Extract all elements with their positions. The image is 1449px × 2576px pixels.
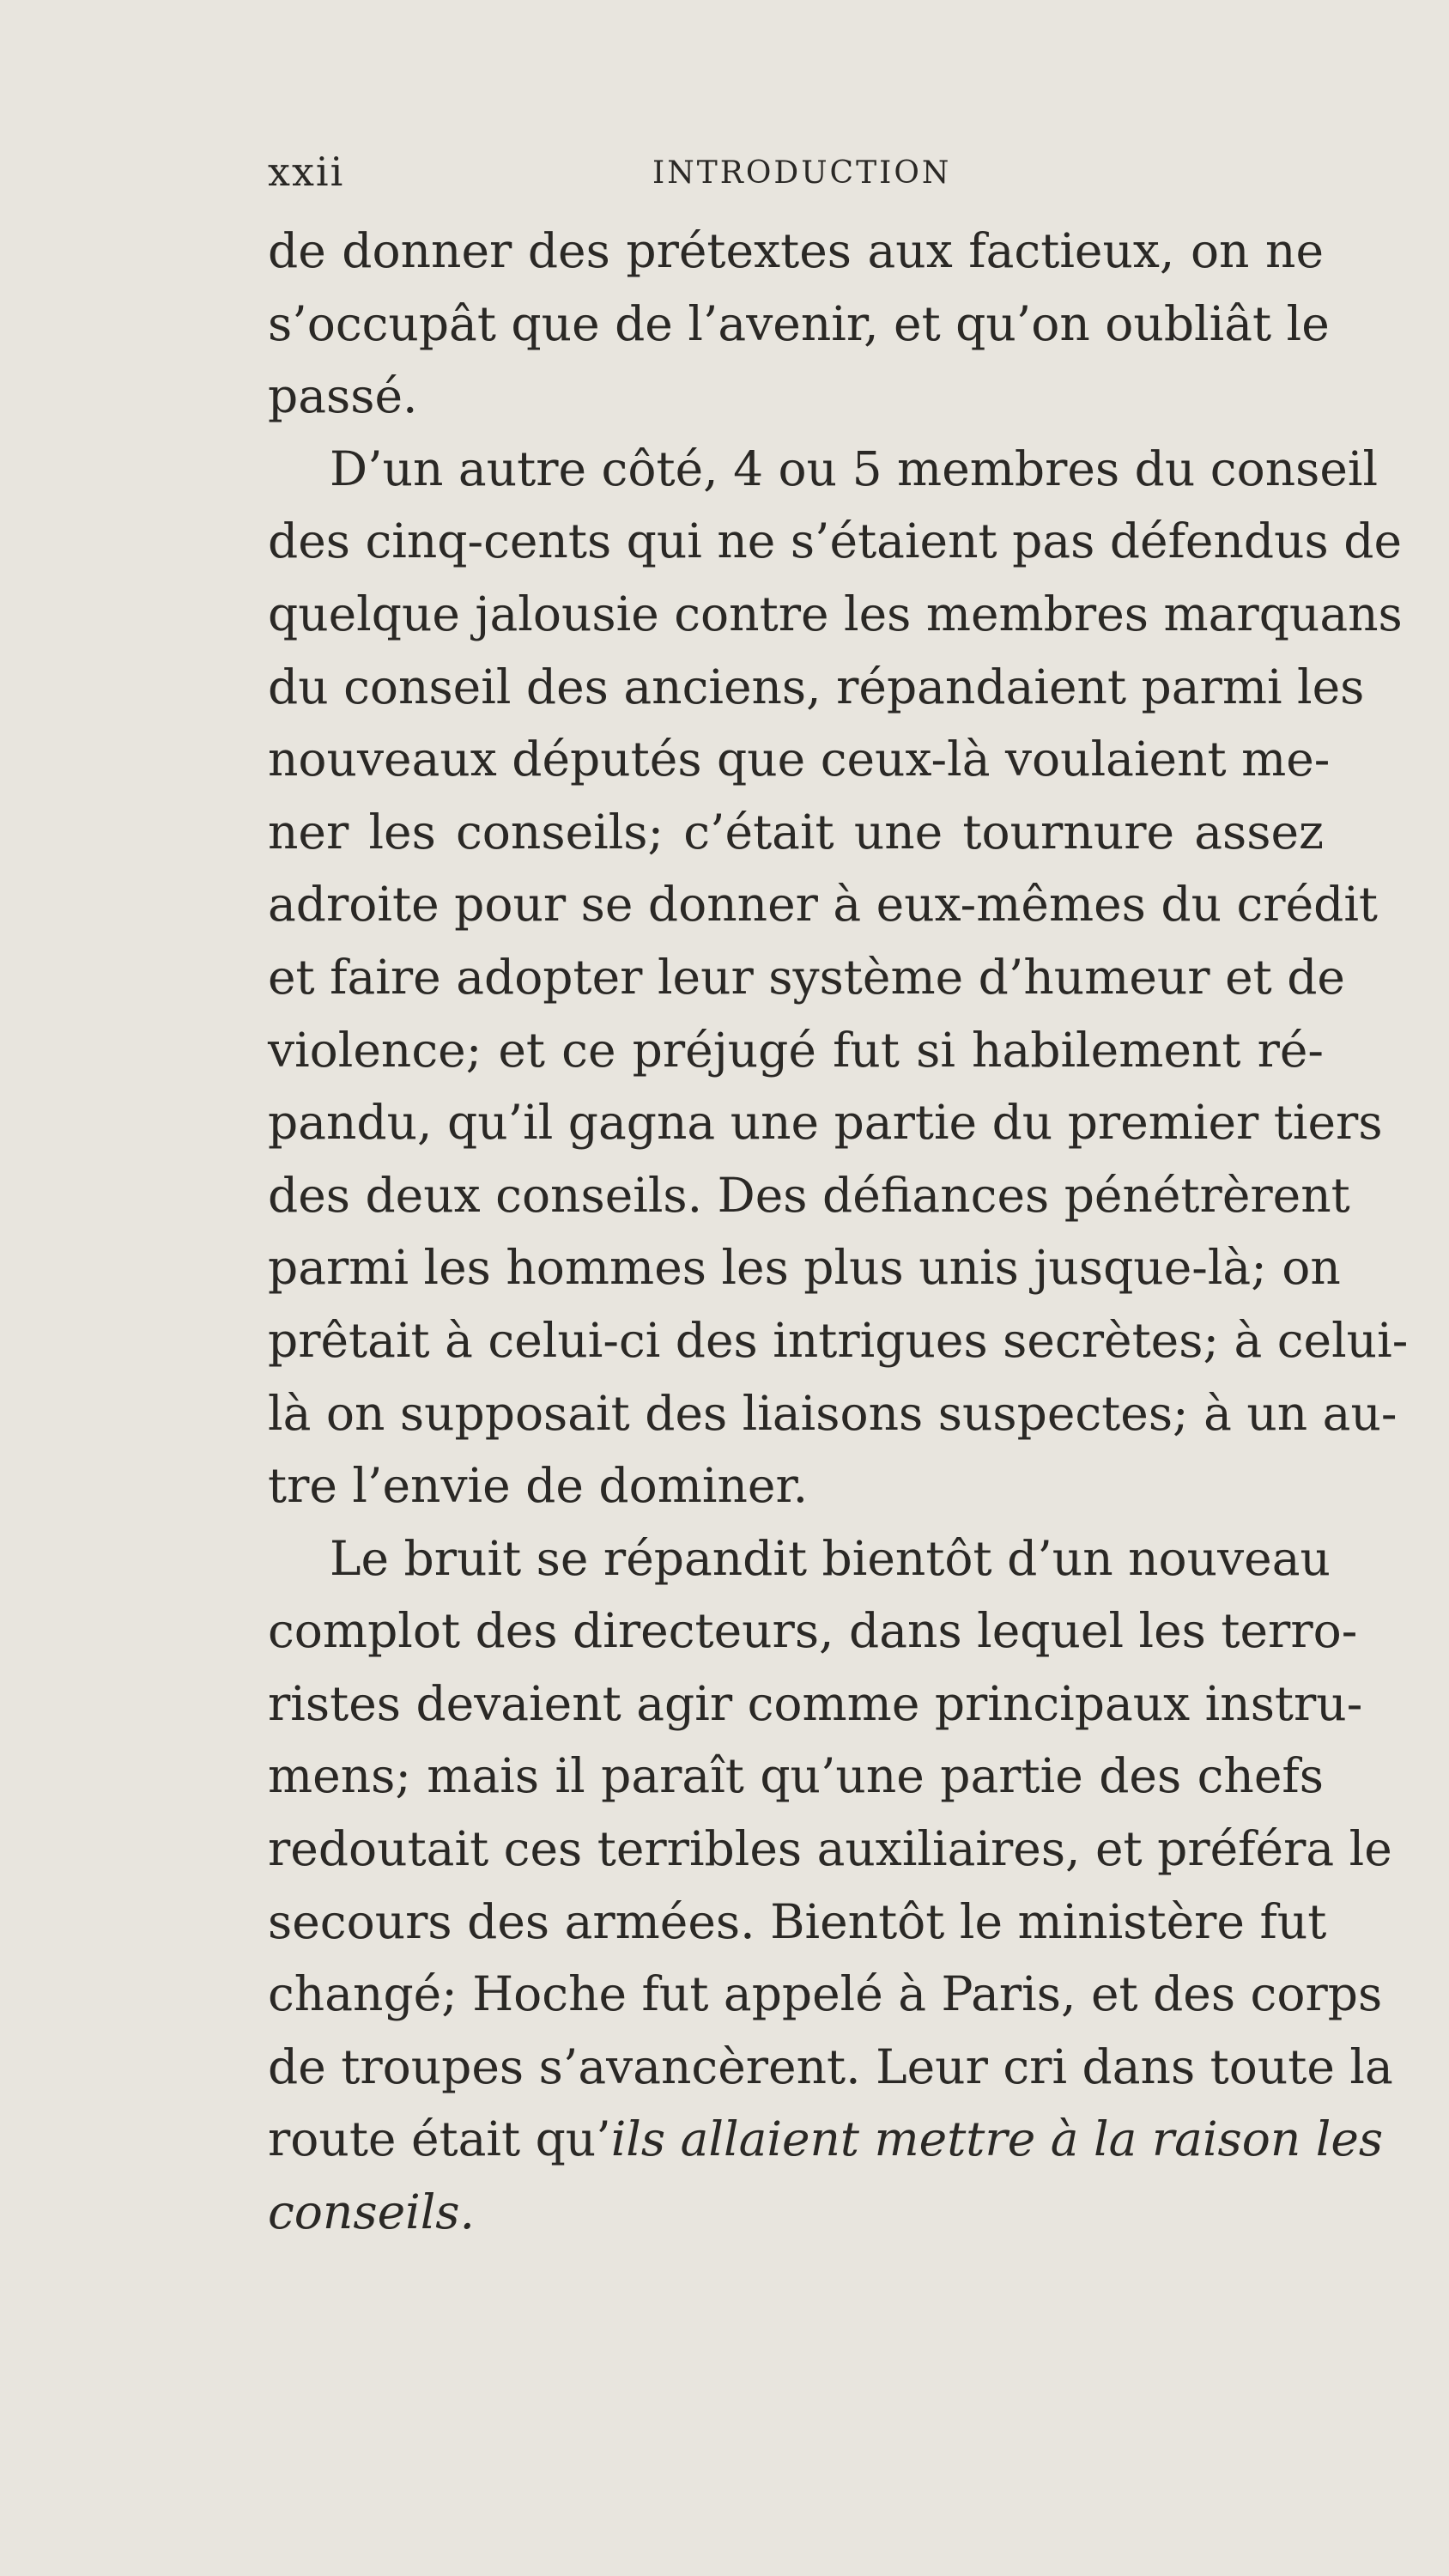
text-line — [268, 2176, 1324, 2249]
text-line: D’un autre côté, 4 ou 5 membres du conseil — [330, 440, 1379, 496]
text-run: route était qu’ — [268, 2111, 611, 2167]
text-line: tre l’envie de dominer. — [268, 1458, 809, 1514]
page-number: xxii — [268, 149, 345, 195]
text-line: violence; et ce préjugé fut si habilement ré- — [268, 1022, 1324, 1078]
text-line: de troupes s’avancèrent. Leur cri dans toute la — [268, 2038, 1393, 2094]
text-line: du conseil des anciens, répandaient parmi les — [268, 659, 1365, 714]
text-line: passé. — [268, 368, 418, 424]
page-header — [268, 146, 1212, 197]
text-line: s’occupât que de l’avenir, et qu’on oubliât le — [268, 295, 1330, 351]
text-line: nouveaux députés que ceux-là voulaient me- — [268, 732, 1331, 787]
text-line: Le bruit se répandit bientôt d’un nouveau — [330, 1530, 1331, 1586]
text-line: là on supposait des liaisons suspectes; à un au- — [268, 1385, 1397, 1441]
running-head: INTRODUCTION — [652, 155, 952, 191]
text-line: changé; Hoche fut appelé à Paris, et des corps — [268, 1966, 1383, 2022]
text-line: des deux conseils. Des défiances pénétrèrent — [268, 1167, 1350, 1223]
text-line: prêtait à celui-ci des intrigues secrètes; à celui- — [268, 1312, 1409, 1368]
text-line: parmi les hommes les plus unis jusque-là; on — [268, 1240, 1341, 1296]
italic-run: ils allaient mettre à la raison les — [610, 2111, 1384, 2167]
text-line: pandu, qu’il gagna une partie du premier tiers — [268, 1095, 1383, 1151]
text-line: et faire adopter leur système d’humeur et de — [268, 949, 1345, 1005]
text-line-mixed — [268, 2103, 1384, 2176]
text-line: redoutait ces terribles auxiliaires, et préféra le — [268, 1821, 1392, 1877]
text-line: de donner des prétextes aux factieux, on ne — [268, 223, 1324, 278]
text-line: adroite pour se donner à eux-mêmes du crédit — [268, 877, 1379, 933]
text-line: secours des armées. Bientôt le ministère fut — [268, 1893, 1327, 1949]
text-line: des cinq-cents qui ne s’étaient pas défendus de — [268, 513, 1402, 569]
body-text — [268, 215, 1409, 2249]
text-line: ner les conseils; c’était une tournure assez — [268, 804, 1324, 860]
italic-run: conseils. — [268, 2184, 476, 2240]
text-line: complot des directeurs, dans lequel les terro- — [268, 1603, 1358, 1659]
text-line: mens; mais il paraît qu’une partie des chefs — [268, 1748, 1324, 1804]
text-line: ristes devaient agir comme principaux instru- — [268, 1675, 1363, 1731]
text-line: quelque jalousie contre les membres marquans — [268, 586, 1403, 641]
